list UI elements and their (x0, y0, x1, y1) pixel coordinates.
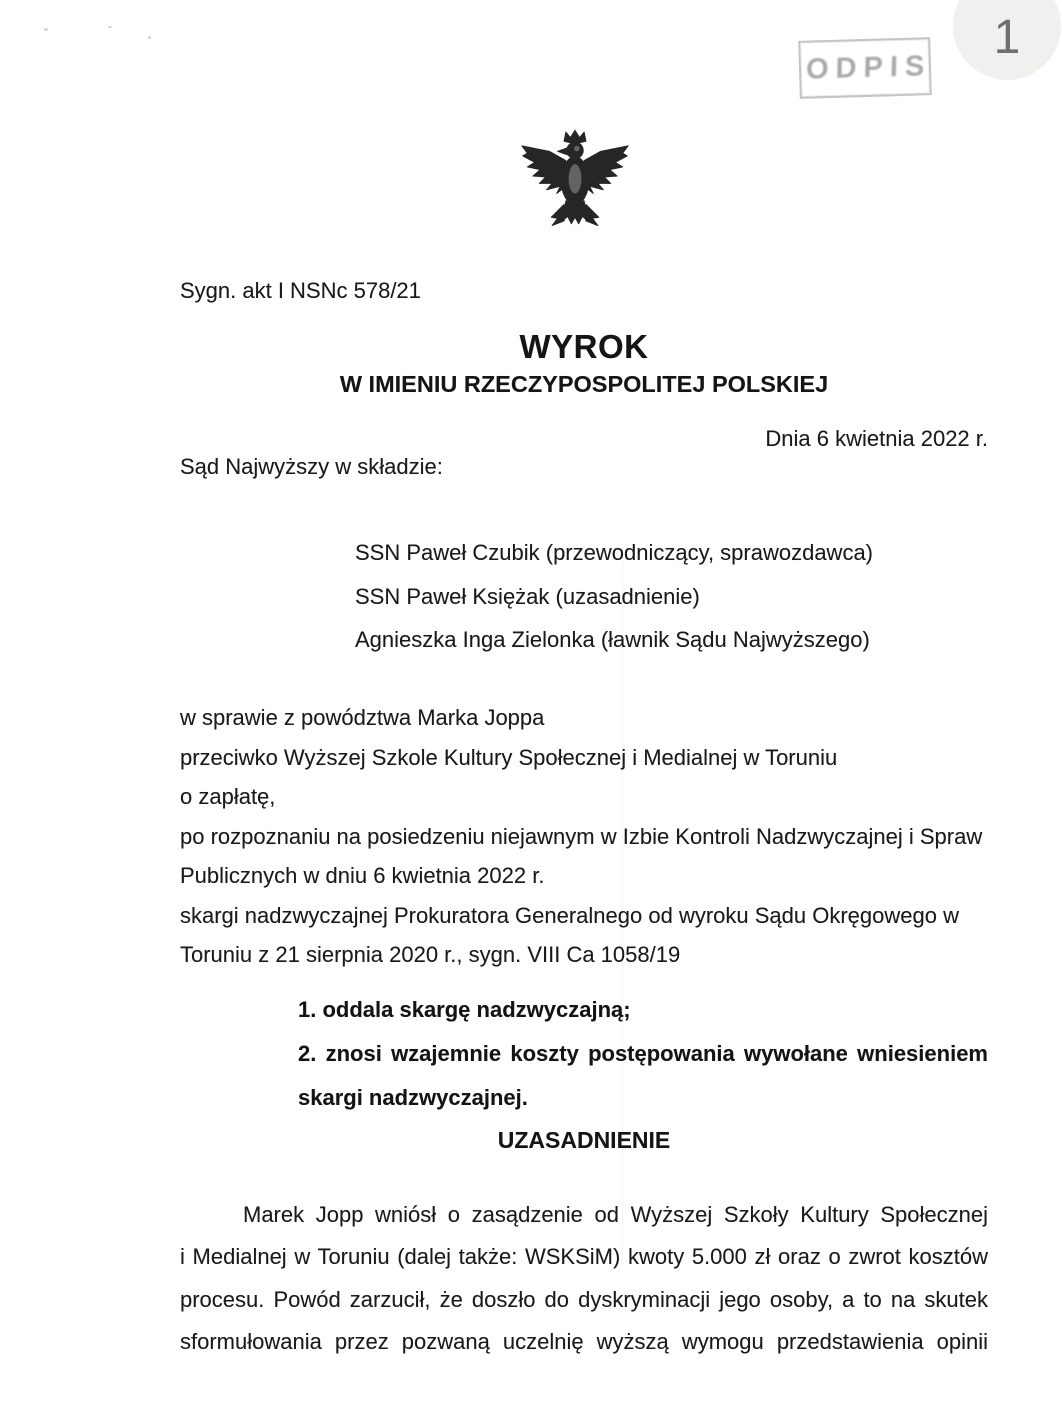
panel-member: SSN Paweł Księżak (uzasadnienie) (355, 583, 700, 609)
ruling-point-2-cont: skargi nadzwyczajnej. (298, 1085, 528, 1110)
case-reference: Sygn. akt I NSNc 578/21 (180, 278, 421, 303)
ruling-point-1: 1. oddala skargę nadzwyczajną; (298, 997, 631, 1022)
case-line: w sprawie z powództwa Marka Joppa (180, 705, 545, 730)
case-line: Toruniu z 21 sierpnia 2020 r., sygn. VIII Ca 1058/19 (180, 942, 681, 967)
panel-member: SSN Paweł Czubik (przewodniczący, sprawozdawca) (355, 540, 874, 565)
judgment-date: Dnia 6 kwietnia 2022 r. (765, 426, 988, 451)
odpis-stamp (798, 37, 932, 99)
paragraph-line: i Medialnej w Toruniu (dalej także: WSKSiM) kwoty 5.000 zł oraz o zwrot kosztów (180, 1244, 988, 1270)
scan-speck (108, 26, 112, 28)
ruling-section (298, 988, 988, 1120)
justification-paragraph (180, 1194, 988, 1363)
case-line: skargi nadzwyczajnej Prokuratora Generalnego od wyroku Sądu Okręgowego w (180, 902, 959, 928)
scan-speck (148, 36, 151, 39)
case-line: o zapłatę, (180, 784, 276, 809)
document-subtitle: W IMIENIU RZECZYPOSPOLITEJ POLSKIEJ (339, 371, 829, 397)
panel-member: Agnieszka Inga Zielonka (ławnik Sądu Najwyższego) (355, 627, 870, 652)
case-line: po rozpoznaniu na posiedzeniu niejawnym w Izbie Kontroli Nadzwyczajnej i Spraw (180, 823, 983, 849)
case-line: Publicznych w dniu 6 kwietnia 2022 r. (180, 863, 545, 888)
case-line: przeciwko Wyższej Szkole Kultury Społecznej i Medialnej w Toruniu (180, 744, 838, 770)
ruling-point-2: 2. znosi wzajemnie koszty postępowania wywołane wniesieniem (298, 1041, 988, 1066)
case-description (180, 698, 992, 975)
document-title: WYROK (519, 328, 649, 365)
paragraph-line: Marek Jopp wniósł o zasądzenie od Wyższej Szkoły Kultury Społecznej (243, 1202, 988, 1227)
paragraph-line: procesu. Powód zarzucił, że doszło do dyskryminacji jego osoby, a to na skutek (180, 1286, 988, 1312)
polish-eagle-emblem (520, 127, 630, 249)
page-number-label: 1 (993, 10, 1021, 64)
panel-intro: Sąd Najwyższy w składzie: (180, 454, 443, 479)
scan-speck (44, 28, 48, 31)
odpis-stamp-label: ODPIS (805, 49, 932, 86)
page-number-badge (953, 0, 1061, 80)
paragraph-line: sformułowania przez pozwaną uczelnię wyższą wymogu przedstawienia opinii (180, 1328, 988, 1354)
justification-heading: UZASADNIENIE (497, 1127, 671, 1153)
judges-panel (355, 531, 873, 662)
